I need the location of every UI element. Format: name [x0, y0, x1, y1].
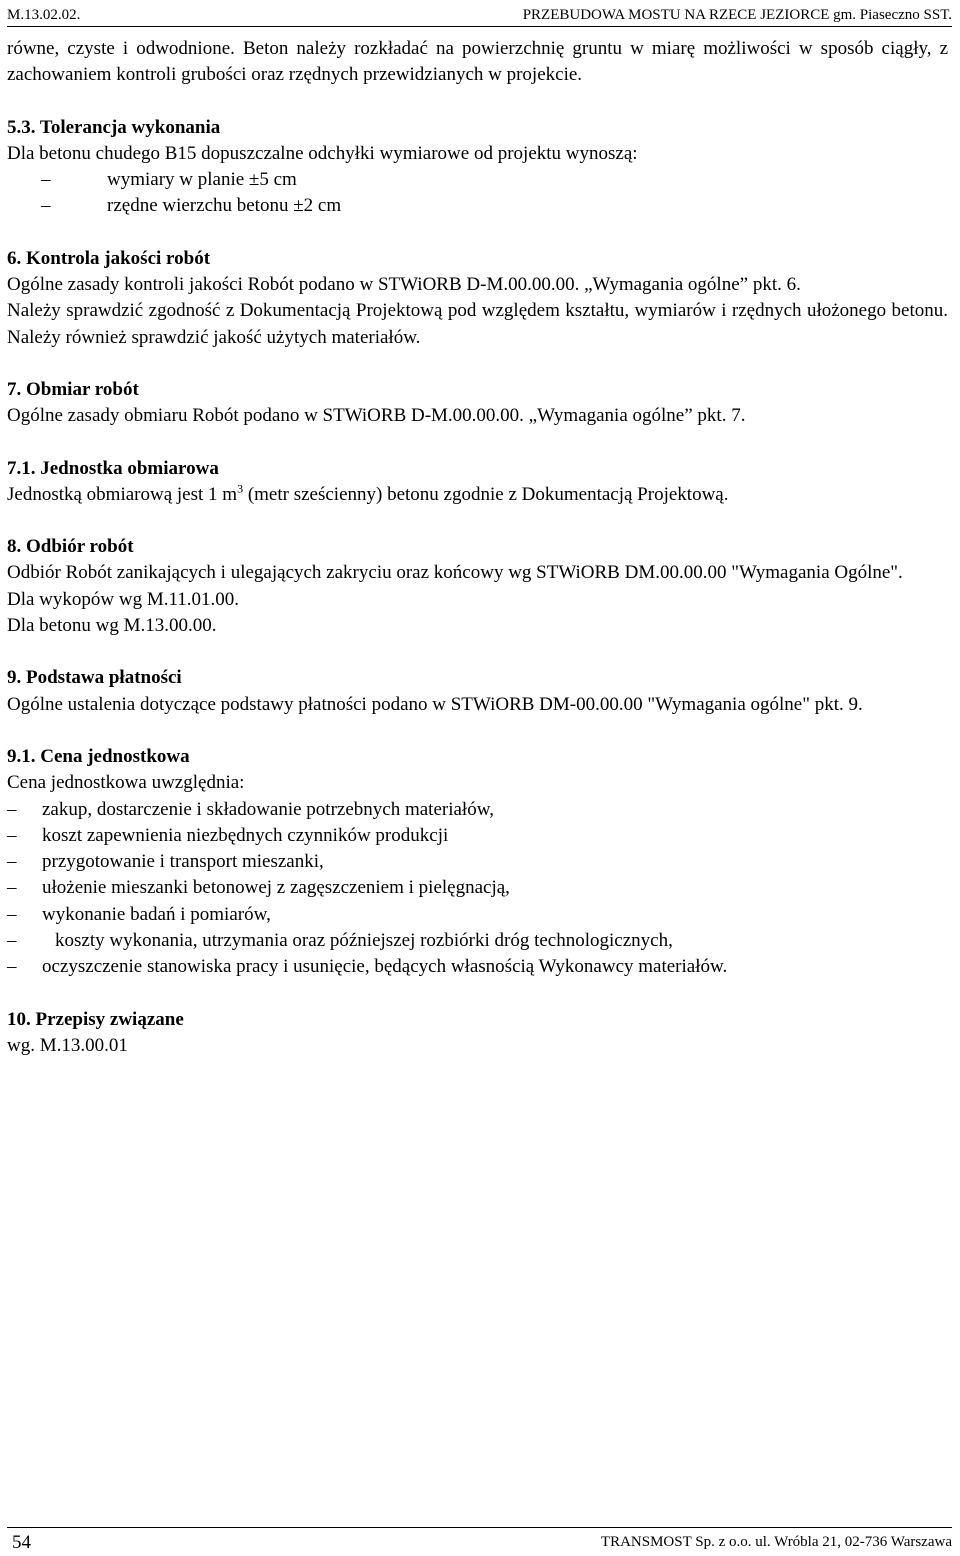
- list-item: – wykonanie badań i pomiarów,: [7, 902, 948, 928]
- dash-bullet: –: [7, 824, 17, 846]
- acceptance-excavation: Dla wykopów wg M.11.01.00.: [7, 588, 240, 610]
- dash-bullet: –: [7, 877, 17, 899]
- dash-bullet: –: [7, 798, 17, 820]
- header-doc-code: M.13.02.02.: [7, 7, 81, 23]
- dash-bullet: –: [7, 851, 17, 873]
- list-item: – oczyszczenie stanowiska pracy i usunięcie, będących własnością Wykonawcy materiałów.: [7, 954, 948, 980]
- heading-7: 7. Obmiar robót: [7, 378, 139, 400]
- quality-text-1: Ogólne zasady kontroli jakości Robót podano w STWiORB D-M.00.00.00. „Wymagania ogólne” pkt. 6.: [7, 274, 801, 296]
- measurement-text: Ogólne zasady obmiaru Robót podano w STWiORB D-M.00.00.00. „Wymagania ogólne” pkt. 7.: [7, 405, 746, 427]
- page-header: [7, 6, 952, 27]
- dash-bullet: –: [41, 169, 51, 191]
- list-item: – zakup, dostarczenie i składowanie potrzebnych materiałów,: [7, 797, 948, 823]
- acceptance-concrete: Dla betonu wg M.13.00.00.: [7, 615, 217, 637]
- acceptance-text: Odbiór Robót zanikających i ulegających zakryciu oraz końcowy wg STWiORB DM.00.00.00 "Wymagania Ogólne".: [7, 562, 903, 584]
- intro-paragraph: równe, czyste i odwodnione. Beton należy rozkładać na powierzchnię gruntu w miarę możliwości w sposób ciągły, z zachowaniem kontroli grubości oraz rzędnych przewidzianych w projekcie.: [7, 38, 948, 86]
- heading-6: 6. Kontrola jakości robót: [7, 247, 211, 269]
- dash-bullet: –: [7, 930, 17, 952]
- document-body: [7, 36, 948, 1059]
- list-item: – koszty wykonania, utrzymania oraz późniejszej rozbiórki dróg technologicznych,: [7, 928, 948, 954]
- page-footer: [7, 1527, 952, 1556]
- header-project-title: PRZEBUDOWA MOSTU NA RZECE JEZIORCE gm. Piaseczno SST.: [522, 7, 952, 23]
- list-item: – przygotowanie i transport mieszanki,: [7, 849, 948, 875]
- heading-7-1: 7.1. Jednostka obmiarowa: [7, 457, 219, 479]
- heading-5-3: 5.3. Tolerancja wykonania: [7, 116, 221, 138]
- unit-text: Jednostką obmiarową jest 1 $m^3$ (metr sześcienny) betonu zgodnie z Dokumentacją Projektową.: [7, 481, 729, 505]
- unit-price-text: Cena jednostkowa uwzględnia:: [7, 772, 245, 794]
- quality-text-2: Należy sprawdzić zgodność z Dokumentacją Projektową pod względem kształtu, wymiarów i rzędnych ułożonego betonu. Należy również sprawdzić jakość użytych materiałów.: [7, 300, 948, 348]
- dash-bullet: –: [41, 195, 51, 217]
- heading-10: 10. Przepisy związane: [7, 1008, 184, 1030]
- tolerance-text: Dla betonu chudego B15 dopuszczalne odchyłki wymiarowe od projektu wynoszą:: [7, 142, 638, 164]
- page-number: 54: [12, 1532, 31, 1553]
- list-item: – rzędne wierzchu betonu ±2 cm: [7, 193, 948, 219]
- list-item: – koszt zapewnienia niezbędnych czynników produkcji: [7, 823, 948, 849]
- heading-9-1: 9.1. Cena jednostkowa: [7, 745, 190, 767]
- heading-8: 8. Odbiór robót: [7, 536, 134, 558]
- heading-9: 9. Podstawa płatności: [7, 667, 182, 689]
- dash-bullet: –: [7, 956, 17, 978]
- regulations-text: wg. M.13.00.01: [7, 1034, 128, 1056]
- company-address: TRANSMOST Sp. z o.o. ul. Wróbla 21, 02-736 Warszawa: [600, 1534, 952, 1550]
- payment-text: Ogólne ustalenia dotyczące podstawy płatności podano w STWiORB DM-00.00.00 "Wymagania ogólne" pkt. 9.: [7, 693, 863, 715]
- list-item: – ułożenie mieszanki betonowej z zagęszczeniem i pielęgnacją,: [7, 875, 948, 901]
- list-item: – wymiary w planie ±5 cm: [7, 167, 948, 193]
- dash-bullet: –: [7, 903, 17, 925]
